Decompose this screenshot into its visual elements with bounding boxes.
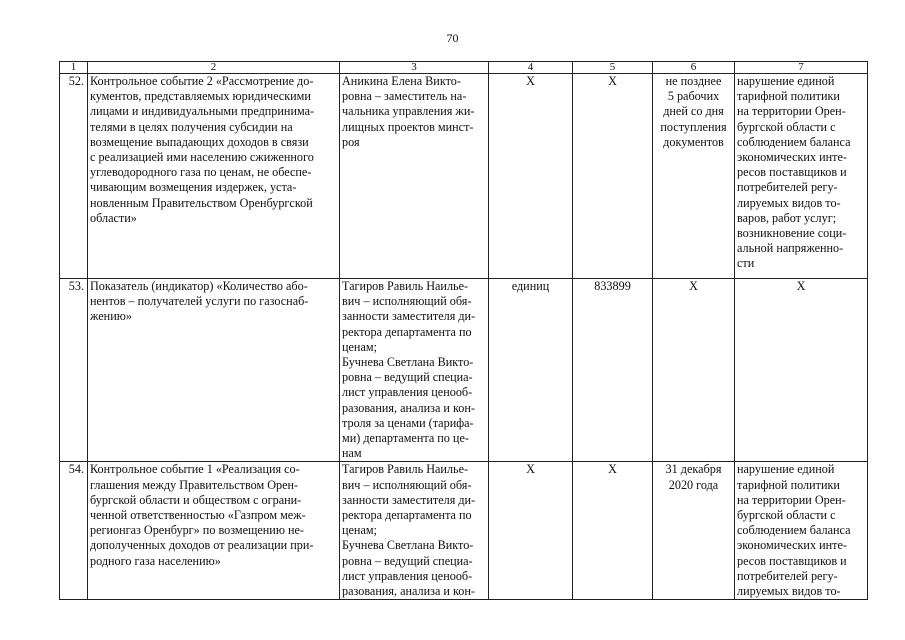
row-number: 53. — [60, 279, 88, 462]
row-description: Контрольное событие 1 «Реализация со- глашения между Правительством Орен- бургской области и обществом с ограни- ченной ответственностью «Газпром меж- регионгаз Оренбург» по возмещению не- дополученных доходов от реализации при- родного газа населению» — [88, 462, 340, 600]
column-header: 2 — [88, 62, 340, 74]
row-value: Х — [573, 462, 653, 600]
row-value: 833899 — [573, 279, 653, 462]
row-unit: Х — [489, 462, 573, 600]
column-header: 4 — [489, 62, 573, 74]
column-header: 3 — [340, 62, 489, 74]
table-row — [60, 279, 868, 462]
row-number: 54. — [60, 462, 88, 600]
row-risk: нарушение единой тарифной политики на территории Орен- бургской области с соблюдением баланса экономических инте- ресов поставщиков и потребителей регу- лируемых видов то- варов, работ услуг; возникновение соци- альной напряженно- сти — [735, 74, 868, 279]
column-header: 7 — [735, 62, 868, 74]
row-unit: Х — [489, 74, 573, 279]
measures-table — [59, 61, 868, 600]
column-header-row — [60, 62, 868, 74]
column-header: 1 — [60, 62, 88, 74]
row-deadline: не позднее 5 рабочих дней со дня поступления документов — [653, 74, 735, 279]
row-unit: единиц — [489, 279, 573, 462]
row-risk: Х — [735, 279, 868, 462]
table-row — [60, 74, 868, 279]
page-number: 70 — [446, 31, 459, 45]
column-header: 5 — [573, 62, 653, 74]
row-responsible: Аникина Елена Викто- ровна – заместитель на- чальника управления жи- лищных проектов минст- роя — [340, 74, 489, 279]
row-risk: нарушение единой тарифной политики на территории Орен- бургской области с соблюдением баланса экономических инте- ресов поставщиков и потребителей регу- лируемых видов то- — [735, 462, 868, 600]
row-deadline: Х — [653, 279, 735, 462]
table-row — [60, 462, 868, 600]
row-deadline: 31 декабря 2020 года — [653, 462, 735, 600]
row-value: Х — [573, 74, 653, 279]
row-description: Контрольное событие 2 «Рассмотрение до- кументов, представляемых юридическими лицами и индивидуальными предпринима- телями в целях получения субсидии на возмещение выпадающих доходов в связи с реализацией ими населению сжиженного углеводородного газа по ценам, не обеспе- чивающим возмещения издержек, уста- новленным Правительством Оренбургской области» — [88, 74, 340, 279]
row-responsible: Тагиров Равиль Наилье- вич – исполняющий обя- занности заместителя ди- ректора департамента по ценам; Бучнева Светлана Викто- ровна – ведущий специа- лист управления ценооб- разования, анализа и кон- троля за ценами (тарифа- ми) департамента по це- нам — [340, 279, 489, 462]
column-header: 6 — [653, 62, 735, 74]
row-number: 52. — [60, 74, 88, 279]
row-responsible: Тагиров Равиль Наилье- вич – исполняющий обя- занности заместителя ди- ректора департамента по ценам; Бучнева Светлана Викто- ровна – ведущий специа- лист управления ценооб- разования, анализа и кон- — [340, 462, 489, 600]
row-description: Показатель (индикатор) «Количество або- нентов – получателей услуги по газоснаб- жению» — [88, 279, 340, 462]
